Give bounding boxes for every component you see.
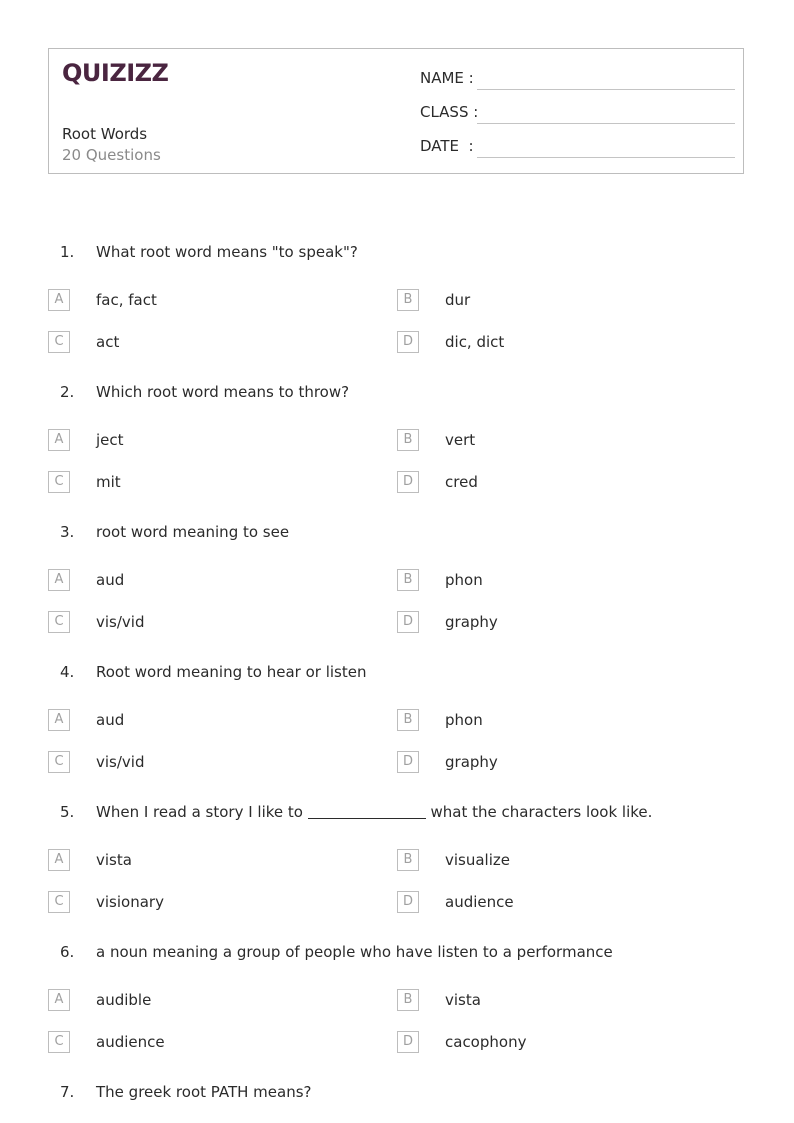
date-label: DATE :	[420, 137, 474, 155]
question-text-before: When I read a story I like to	[96, 803, 303, 821]
question-count: 20 Questions	[62, 146, 161, 164]
option-b[interactable]	[397, 429, 737, 453]
option-c[interactable]	[48, 1031, 388, 1055]
date-field[interactable]	[420, 137, 735, 161]
question-1	[0, 243, 794, 383]
option-letter-box: A	[48, 289, 70, 311]
option-letter-box: D	[397, 891, 419, 913]
option-text: ject	[96, 431, 124, 449]
option-letter-box: C	[48, 1031, 70, 1053]
class-field[interactable]	[420, 103, 735, 127]
question-7	[0, 1083, 794, 1113]
option-text: fac, fact	[96, 291, 157, 309]
question-number: 4.	[60, 663, 75, 681]
option-letter-box: C	[48, 891, 70, 913]
option-text: visionary	[96, 893, 164, 911]
option-d[interactable]	[397, 331, 737, 355]
option-b[interactable]	[397, 989, 737, 1013]
question-text: What root word means "to speak"?	[96, 243, 358, 261]
question-number: 6.	[60, 943, 75, 961]
option-text: vista	[445, 991, 481, 1009]
name-field[interactable]	[420, 69, 735, 93]
option-a[interactable]	[48, 429, 388, 453]
option-b[interactable]	[397, 289, 737, 313]
option-text: vert	[445, 431, 476, 449]
option-d[interactable]	[397, 471, 737, 495]
option-a[interactable]	[48, 569, 388, 593]
question-text: The greek root PATH means?	[96, 1083, 312, 1101]
class-label: CLASS :	[420, 103, 479, 121]
option-text: mit	[96, 473, 121, 491]
question-2	[0, 383, 794, 523]
option-c[interactable]	[48, 891, 388, 915]
option-c[interactable]	[48, 611, 388, 635]
option-letter-box: B	[397, 569, 419, 591]
option-letter-box: B	[397, 989, 419, 1011]
question-text	[96, 803, 652, 821]
question-text: root word meaning to see	[96, 523, 290, 541]
option-text: phon	[445, 571, 483, 589]
option-text: phon	[445, 711, 483, 729]
option-a[interactable]	[48, 709, 388, 733]
worksheet-title: Root Words	[62, 125, 148, 143]
option-d[interactable]	[397, 751, 737, 775]
question-number: 2.	[60, 383, 75, 401]
name-line	[477, 89, 735, 90]
option-text: vista	[96, 851, 132, 869]
option-letter-box: B	[397, 849, 419, 871]
option-c[interactable]	[48, 471, 388, 495]
date-line	[477, 157, 735, 158]
option-a[interactable]	[48, 849, 388, 873]
option-c[interactable]	[48, 751, 388, 775]
option-letter-box: A	[48, 569, 70, 591]
option-text: aud	[96, 711, 125, 729]
option-text: audible	[96, 991, 152, 1009]
option-letter-box: C	[48, 471, 70, 493]
question-number: 1.	[60, 243, 75, 261]
option-letter-box: C	[48, 751, 70, 773]
option-b[interactable]	[397, 709, 737, 733]
option-letter-box: D	[397, 331, 419, 353]
question-3	[0, 523, 794, 663]
option-letter-box: A	[48, 709, 70, 731]
option-letter-box: D	[397, 471, 419, 493]
option-text: cred	[445, 473, 478, 491]
option-a[interactable]	[48, 289, 388, 313]
option-b[interactable]	[397, 849, 737, 873]
question-number: 3.	[60, 523, 75, 541]
option-text: dic, dict	[445, 333, 505, 351]
question-text: Which root word means to throw?	[96, 383, 350, 401]
question-text-after: what the characters look like.	[430, 803, 653, 821]
question-5	[0, 803, 794, 943]
question-text: a noun meaning a group of people who have listen to a performance	[96, 943, 613, 961]
option-letter-box: A	[48, 989, 70, 1011]
option-text: aud	[96, 571, 125, 589]
option-text: vis/vid	[96, 753, 145, 771]
option-letter-box: D	[397, 1031, 419, 1053]
option-d[interactable]	[397, 891, 737, 915]
option-letter-box: A	[48, 849, 70, 871]
option-text: audience	[96, 1033, 165, 1051]
option-letter-box: D	[397, 611, 419, 633]
question-number: 5.	[60, 803, 75, 821]
option-text: graphy	[445, 613, 498, 631]
question-number: 7.	[60, 1083, 75, 1101]
option-letter-box: A	[48, 429, 70, 451]
option-text: visualize	[445, 851, 510, 869]
option-text: act	[96, 333, 120, 351]
answer-blank	[308, 804, 426, 819]
option-text: dur	[445, 291, 471, 309]
option-c[interactable]	[48, 331, 388, 355]
option-text: cacophony	[445, 1033, 527, 1051]
option-letter-box: C	[48, 611, 70, 633]
question-4	[0, 663, 794, 803]
option-letter-box: B	[397, 429, 419, 451]
worksheet-header	[48, 48, 744, 174]
option-letter-box: B	[397, 709, 419, 731]
option-letter-box: C	[48, 331, 70, 353]
option-text: graphy	[445, 753, 498, 771]
option-b[interactable]	[397, 569, 737, 593]
option-d[interactable]	[397, 611, 737, 635]
quizizz-logo: QUIZIZZ	[62, 59, 169, 87]
class-line	[477, 123, 735, 124]
option-d[interactable]	[397, 1031, 737, 1055]
question-6	[0, 943, 794, 1083]
option-letter-box: B	[397, 289, 419, 311]
name-label: NAME :	[420, 69, 474, 87]
option-a[interactable]	[48, 989, 388, 1013]
option-text: vis/vid	[96, 613, 145, 631]
question-text: Root word meaning to hear or listen	[96, 663, 367, 681]
option-text: audience	[445, 893, 514, 911]
option-letter-box: D	[397, 751, 419, 773]
